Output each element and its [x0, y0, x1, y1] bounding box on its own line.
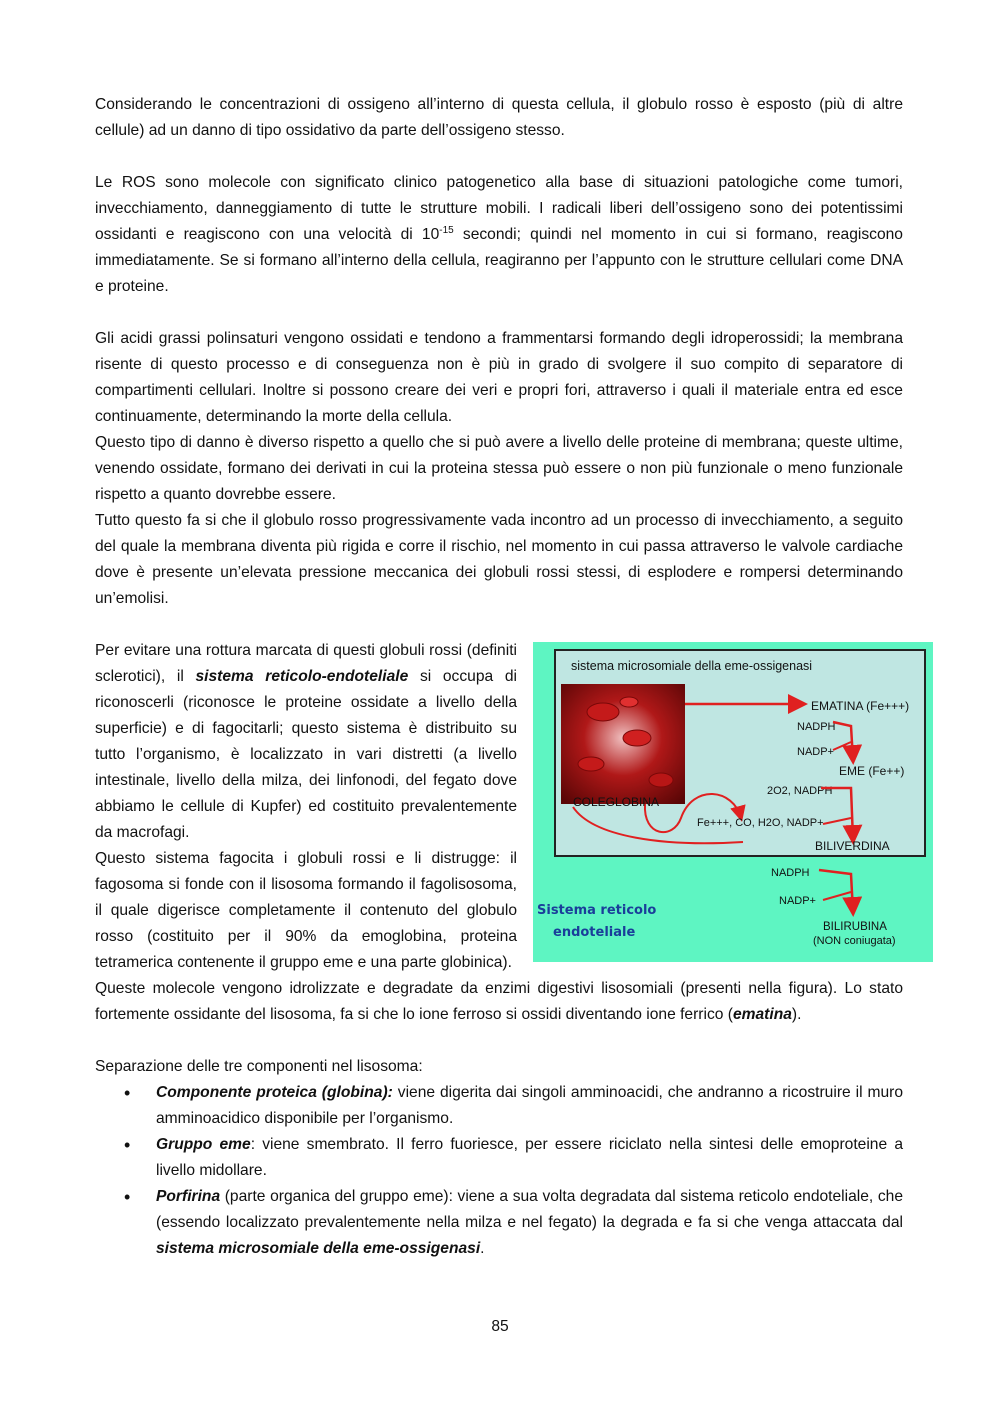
paragraph-text: secondi; quindi nel momento in cui si formano, reagiscono immediatamente. Se si formano all’interno della cellula, reagiranno per l’appunto con le strutture cellulari come DNA e proteine.: [95, 226, 903, 295]
red-cell: [587, 703, 619, 721]
list-term: Componente proteica (globina):: [156, 1084, 393, 1101]
paragraph: Considerando le concentrazioni di ossigeno all’interno di questa cellula, il globulo rosso è esposto (più di altre cellule) ad un danno di tipo ossidativo da parte dell’ossigeno stesso.: [95, 96, 903, 139]
nadph-label: NADPH: [797, 721, 836, 733]
exponent: -15: [439, 224, 454, 236]
ematina-label: EMATINA (Fe+++): [811, 699, 910, 713]
nadph-label: NADPH: [771, 867, 810, 879]
products-label: Fe+++, CO, H2O, NADP+: [697, 817, 824, 829]
bullet-list: [95, 1080, 903, 1262]
figure-wrapper: [533, 642, 933, 962]
paragraph: Questo sistema fagocita i globuli rossi e li distrugge: il fagosoma si fonde con il lisosoma formando il fagolisosoma, il quale digerisce completamente il contenuto del globulo rosso (costituito per il 90% da emoglobina, proteina tetramerica contenente il gruppo eme e una parte globinica).: [95, 850, 517, 971]
bilirubina-label: BILIRUBINA: [823, 921, 887, 933]
paragraph: Questo tipo di danno è diverso rispetto a quello che si può avere a livello delle proteine di membrana; queste ultime, venendo ossidate, formano dei derivati in cui la proteina stessa può essere o non più funzionale o meno funzionale rispetto a quanto dovrebbe essere.: [95, 434, 903, 503]
paragraph-text: si occupa di riconoscerli (riconosce le proteine ossidate a livello della superficie) e di fagocitarli; questo sistema è distribuito su tutto l’organismo, è localizzato in vari distretti (a livello intestinale, livello della milza, dei linfonodi, del fegato dove abbiamo le cellule di Kupfer) ed costituito prevalentemente da macrofagi.: [95, 668, 517, 841]
red-cell: [649, 773, 673, 787]
paragraph: Tutto questo fa si che il globulo rosso progressivamente vada incontro ad un processo di invecchiamento, a seguito del quale la membrana diventa più rigida e corre il rischio, nel momento in cui passa attraverso le valvole cardiache dove è presente un’elevata pressione meccanica dei globuli rossi stessi, di esplodere e rompersi determinando un’emolisi.: [95, 512, 903, 607]
list-text: viene digerita dai singoli amminoacidi, che andranno a ricostruire il muro amminoacidico disponibile per l’organismo.: [156, 1084, 903, 1127]
list-text: (parte organica del gruppo eme): viene a sua volta degradata dal sistema reticolo endoteliale, che (essendo localizzato prevalentemente nella milza e nel fegato) la degrada e fa si che venga attaccata dal: [156, 1188, 903, 1231]
eme-label: EME (Fe++): [839, 764, 905, 778]
red-cell: [578, 757, 604, 771]
nadp-label: NADP+: [797, 746, 834, 758]
list-term: Gruppo eme: [156, 1136, 251, 1153]
list-term: Porfirina: [156, 1188, 221, 1205]
figure-diagram: [533, 642, 933, 962]
paragraph-text: Le ROS sono molecole con significato clinico patogenetico alla base di situazioni patologiche come tumori, invecchiamento, danneggiamento di tutte le strutture mobili. I radicali liberi dell’ossigeno sono dei potentissimi ossidanti e reagiscono con una velocità di 10: [95, 174, 903, 243]
emphasis: ematina: [732, 1006, 792, 1023]
paragraph: [95, 170, 903, 300]
oxygen-nadph-label: 2O2, NADPH: [767, 785, 833, 797]
side-label: Sistema reticolo: [537, 903, 657, 918]
box-title: sistema microsomiale della eme-ossigenasi: [571, 659, 813, 673]
arrow: [819, 870, 853, 912]
red-cell: [623, 730, 651, 746]
emphasis: sistema reticolo-endoteliale: [195, 668, 409, 685]
page-body: [95, 92, 910, 1262]
paragraph: [95, 976, 903, 1028]
list-text: .: [480, 1240, 485, 1257]
coleglobina-label: COLEGLOBINA: [573, 795, 660, 809]
paragraph-text: ).: [791, 1006, 802, 1023]
paragraph: Gli acidi grassi polinsaturi vengono ossidati e tendono a frammentarsi formando degli idroperossidi; la membrana risente di questo processo e di conseguenza non è più in grado di svolgere il suo compito di separatore di compartimenti cellulari. Inoltre si possono creare dei veri e propri fori, attraverso i quali il materiale entra ed esce continuamente, determinando la morte della cellula.: [95, 330, 903, 425]
list-item: [156, 1132, 903, 1184]
list-item: [156, 1080, 903, 1132]
paragraph: Separazione delle tre componenti nel lisosoma:: [95, 1058, 423, 1075]
heme-oxygenase-figure: [533, 642, 933, 962]
red-cell: [620, 697, 638, 707]
non-coniugata-label: (NON coniugata): [813, 935, 896, 947]
biliverdina-label: BILIVERDINA: [815, 839, 890, 853]
arrow: [823, 892, 851, 900]
nadp-label: NADP+: [779, 895, 816, 907]
paragraph-text: Queste molecole vengono idrolizzate e degradate da enzimi digestivi lisosomiali (presenti nella figura). Lo stato fortemente ossidante del lisosoma, fa si che lo ione ferroso si ossidi diventando ione ferrico (: [95, 980, 903, 1023]
paragraph-text: Per evitare una rottura marcata di questi globuli rossi (definiti sclerotici), il: [95, 642, 517, 685]
page-number: 85: [491, 1318, 509, 1335]
emphasis: sistema microsomiale della eme-ossigenasi: [156, 1240, 481, 1257]
list-text: : viene smembrato. Il ferro fuoriesce, per essere riciclato nella sintesi delle emoproteine a livello midollare.: [156, 1136, 904, 1179]
list-item: [156, 1184, 903, 1262]
side-label: endoteliale: [553, 925, 636, 940]
